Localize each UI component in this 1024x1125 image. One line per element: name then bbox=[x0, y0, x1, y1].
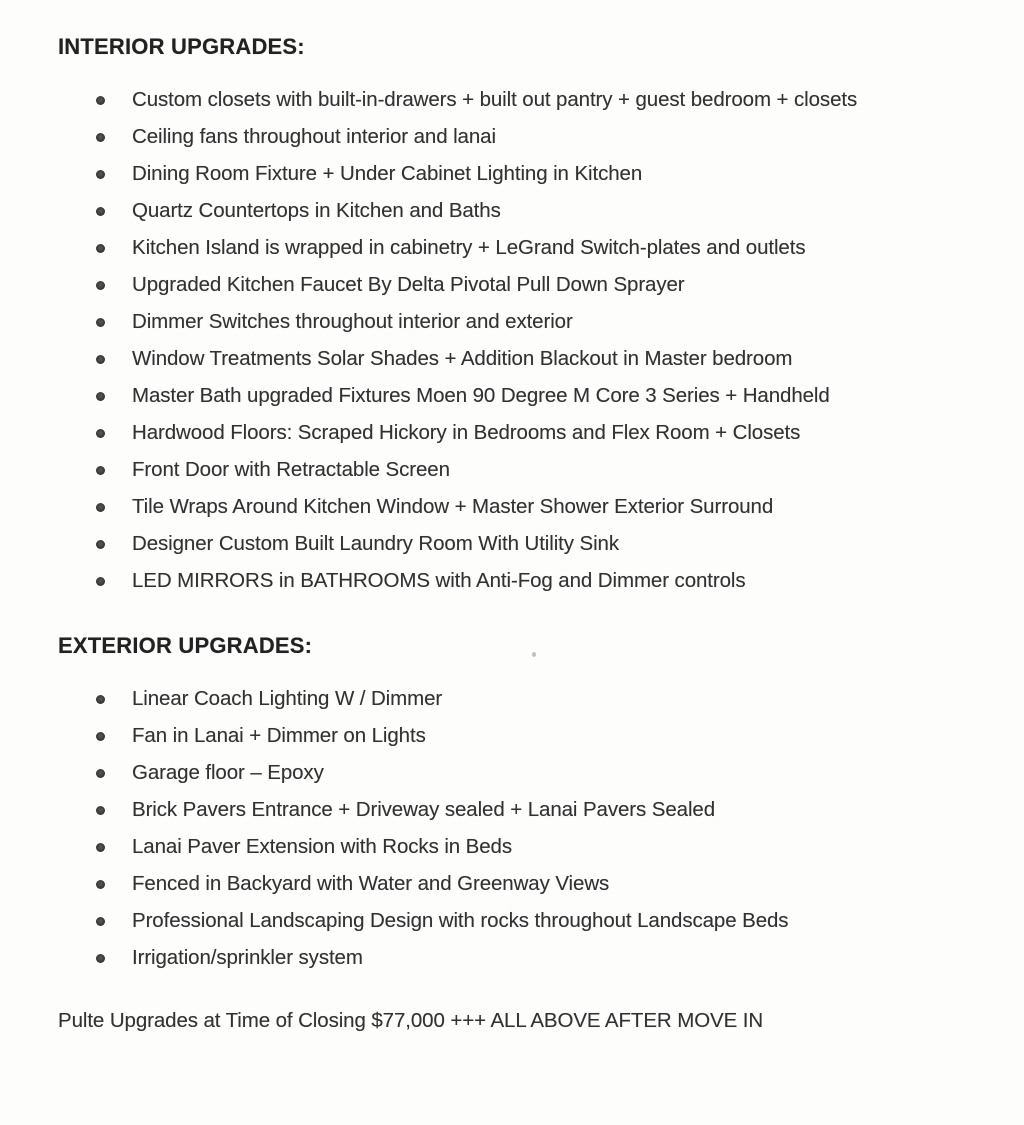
list-item bbox=[96, 236, 984, 260]
list-item-text: Hardwood Floors: Scraped Hickory in Bedrooms and Flex Room + Closets bbox=[132, 421, 801, 444]
list-item-text: Window Treatments Solar Shades + Addition Blackout in Master bedroom bbox=[132, 347, 793, 370]
list-item bbox=[96, 125, 984, 149]
bullet-icon bbox=[96, 769, 105, 778]
list-item-text: Irrigation/sprinkler system bbox=[132, 946, 363, 969]
bullet-icon bbox=[96, 503, 105, 512]
bullet-icon bbox=[96, 318, 105, 327]
list-item bbox=[96, 199, 984, 223]
bullet-icon bbox=[96, 244, 105, 253]
scan-speck bbox=[532, 652, 536, 657]
list-item-text: Lanai Paver Extension with Rocks in Beds bbox=[132, 835, 513, 858]
bullet-icon bbox=[96, 695, 105, 704]
bullet-icon bbox=[96, 806, 105, 815]
list-item-text: Brick Pavers Entrance + Driveway sealed + Lanai Pavers Sealed bbox=[132, 798, 716, 821]
bullet-icon bbox=[96, 540, 105, 549]
list-item bbox=[96, 273, 984, 297]
list-item-text: Dining Room Fixture + Under Cabinet Lighting in Kitchen bbox=[132, 162, 643, 185]
bullet-icon bbox=[96, 392, 105, 401]
list-item bbox=[96, 458, 984, 482]
list-item-text: Fenced in Backyard with Water and Greenway Views bbox=[132, 872, 610, 895]
interior-upgrades-list bbox=[96, 88, 984, 593]
exterior-upgrades-section bbox=[58, 632, 984, 970]
list-item bbox=[96, 310, 984, 334]
bullet-icon bbox=[96, 917, 105, 926]
bullet-icon bbox=[96, 170, 105, 179]
list-item bbox=[96, 532, 984, 556]
bullet-icon bbox=[96, 843, 105, 852]
list-item-text: Upgraded Kitchen Faucet By Delta Pivotal Pull Down Sprayer bbox=[132, 273, 685, 296]
list-item-text: Dimmer Switches throughout interior and exterior bbox=[132, 310, 573, 333]
list-item-text: Fan in Lanai + Dimmer on Lights bbox=[132, 724, 426, 747]
list-item-text: Designer Custom Built Laundry Room With Utility Sink bbox=[132, 532, 619, 555]
list-item bbox=[96, 761, 984, 785]
list-item bbox=[96, 687, 984, 711]
bullet-icon bbox=[96, 207, 105, 216]
list-item-text: Garage floor – Epoxy bbox=[132, 761, 324, 784]
interior-upgrades-section bbox=[58, 33, 984, 593]
list-item bbox=[96, 495, 984, 519]
list-item bbox=[96, 724, 984, 748]
list-item bbox=[96, 835, 984, 859]
bullet-icon bbox=[96, 577, 105, 586]
list-item bbox=[96, 872, 984, 896]
list-item bbox=[96, 384, 984, 408]
list-item-text: Professional Landscaping Design with rocks throughout Landscape Beds bbox=[132, 909, 789, 932]
bullet-icon bbox=[96, 96, 105, 105]
exterior-upgrades-heading: EXTERIOR UPGRADES: bbox=[58, 633, 313, 658]
list-item bbox=[96, 421, 984, 445]
list-item-text: Ceiling fans throughout interior and lanai bbox=[132, 125, 496, 148]
bullet-icon bbox=[96, 732, 105, 741]
bullet-icon bbox=[96, 954, 105, 963]
closing-costs-summary-line: Pulte Upgrades at Time of Closing $77,000 +++ ALL ABOVE AFTER MOVE IN bbox=[58, 1009, 764, 1032]
bullet-icon bbox=[96, 466, 105, 475]
exterior-upgrades-list bbox=[96, 687, 984, 970]
list-item-text: Front Door with Retractable Screen bbox=[132, 458, 450, 481]
bullet-icon bbox=[96, 429, 105, 438]
list-item bbox=[96, 946, 984, 970]
list-item bbox=[96, 347, 984, 371]
list-item-text: Quartz Countertops in Kitchen and Baths bbox=[132, 199, 501, 222]
list-item-text: Custom closets with built-in-drawers + built out pantry + guest bedroom + closets bbox=[132, 88, 858, 111]
list-item bbox=[96, 569, 984, 593]
list-item-text: Linear Coach Lighting W / Dimmer bbox=[132, 687, 443, 710]
list-item bbox=[96, 798, 984, 822]
interior-upgrades-heading: INTERIOR UPGRADES: bbox=[58, 34, 305, 59]
list-item bbox=[96, 162, 984, 186]
bullet-icon bbox=[96, 133, 105, 142]
bullet-icon bbox=[96, 355, 105, 364]
list-item-text: LED MIRRORS in BATHROOMS with Anti-Fog and Dimmer controls bbox=[132, 569, 746, 592]
bullet-icon bbox=[96, 880, 105, 889]
list-item-text: Master Bath upgraded Fixtures Moen 90 Degree M Core 3 Series + Handheld bbox=[132, 384, 830, 407]
list-item-text: Kitchen Island is wrapped in cabinetry + LeGrand Switch-plates and outlets bbox=[132, 236, 806, 259]
list-item-text: Tile Wraps Around Kitchen Window + Master Shower Exterior Surround bbox=[132, 495, 774, 518]
list-item bbox=[96, 88, 984, 112]
list-item bbox=[96, 909, 984, 933]
bullet-icon bbox=[96, 281, 105, 290]
